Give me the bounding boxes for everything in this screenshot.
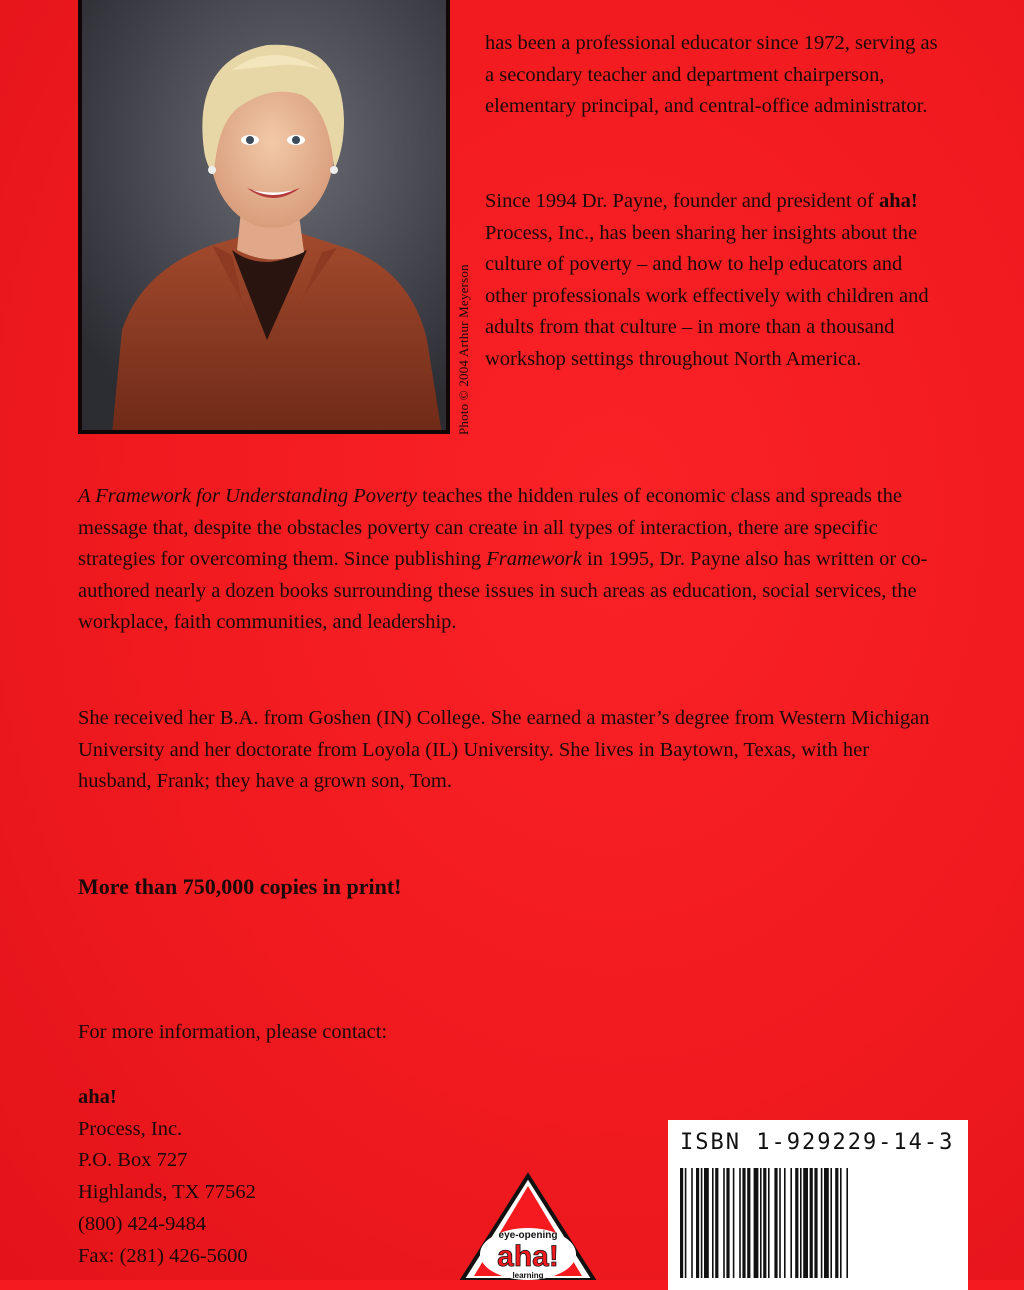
contact-label: For more information, please contact: bbox=[78, 1021, 388, 1043]
bio-p2-end: Process, Inc., has been sharing her insights about the culture of poverty – and how to help educators and other professionals work effectively with children and adults from that culture – in more than a thousand workshop settings throughout North America. bbox=[485, 221, 929, 370]
aha-brand-text: aha! bbox=[878, 190, 918, 212]
framework-text-1: teaches the hidden rules of economic class and spreads the message that, despite the obstacles poverty can create in all types of interaction, there are specific strategies for overcoming them. Since publishing bbox=[78, 485, 902, 570]
aha-logo bbox=[458, 1172, 598, 1280]
contact-city: Highlands, TX 77562 bbox=[78, 1180, 256, 1203]
copies-in-print: More than 750,000 copies in print! bbox=[78, 874, 402, 899]
bio-paragraph-2 bbox=[485, 186, 940, 375]
framework-paragraph bbox=[78, 481, 938, 639]
author-photo bbox=[78, 0, 450, 434]
aha-logo-graphic bbox=[458, 1172, 598, 1280]
contact-address bbox=[78, 1082, 478, 1208]
framework-text-2: in 1995, Dr. Payne also has written or co-authored nearly a dozen books surrounding these issues in such areas as education, social services, the workplace, faith communities, and leadership. bbox=[78, 548, 928, 633]
author-portrait-illustration bbox=[82, 0, 450, 434]
contact-org bbox=[78, 1082, 478, 1145]
contact-org-name: Process, Inc. bbox=[78, 1117, 183, 1140]
aha-logo-main-text: aha! bbox=[497, 1240, 559, 1273]
contact-fax: Fax: (281) 426-5600 bbox=[78, 1244, 248, 1267]
bio-p2-start: Since 1994 Dr. Payne, founder and president of bbox=[485, 190, 879, 212]
contact-po-box: P.O. Box 727 bbox=[78, 1149, 188, 1171]
book-short-title: Framework bbox=[486, 548, 582, 570]
contact-phone: (800) 424-9484 bbox=[78, 1213, 207, 1235]
contact-org-brand: aha! bbox=[78, 1086, 117, 1108]
aha-logo-bottom-text: learning bbox=[512, 1271, 544, 1280]
barcode-icon bbox=[678, 1168, 958, 1278]
photo-credit: Photo © 2004 Arthur Meyerson bbox=[456, 264, 471, 435]
contact-phones bbox=[78, 1209, 478, 1272]
isbn-barcode-box bbox=[668, 1120, 968, 1290]
aha-logo-top-text: eye-opening bbox=[498, 1230, 558, 1241]
education-paragraph: She received her B.A. from Goshen (IN) College. She earned a master’s degree from Western Michigan University and her doctorate from Loyola (IL) University. She lives in Baytown, Texas, with her husband, Frank; they have a grown son, Tom. bbox=[78, 707, 930, 792]
bio-paragraph-1: has been a professional educator since 1972, serving as a secondary teacher and department chairperson, elementary principal, and central-office administrator. bbox=[485, 32, 938, 117]
book-title: A Framework for Understanding Poverty bbox=[78, 485, 417, 507]
isbn-number: ISBN 1-929229-14-3 bbox=[680, 1130, 955, 1155]
